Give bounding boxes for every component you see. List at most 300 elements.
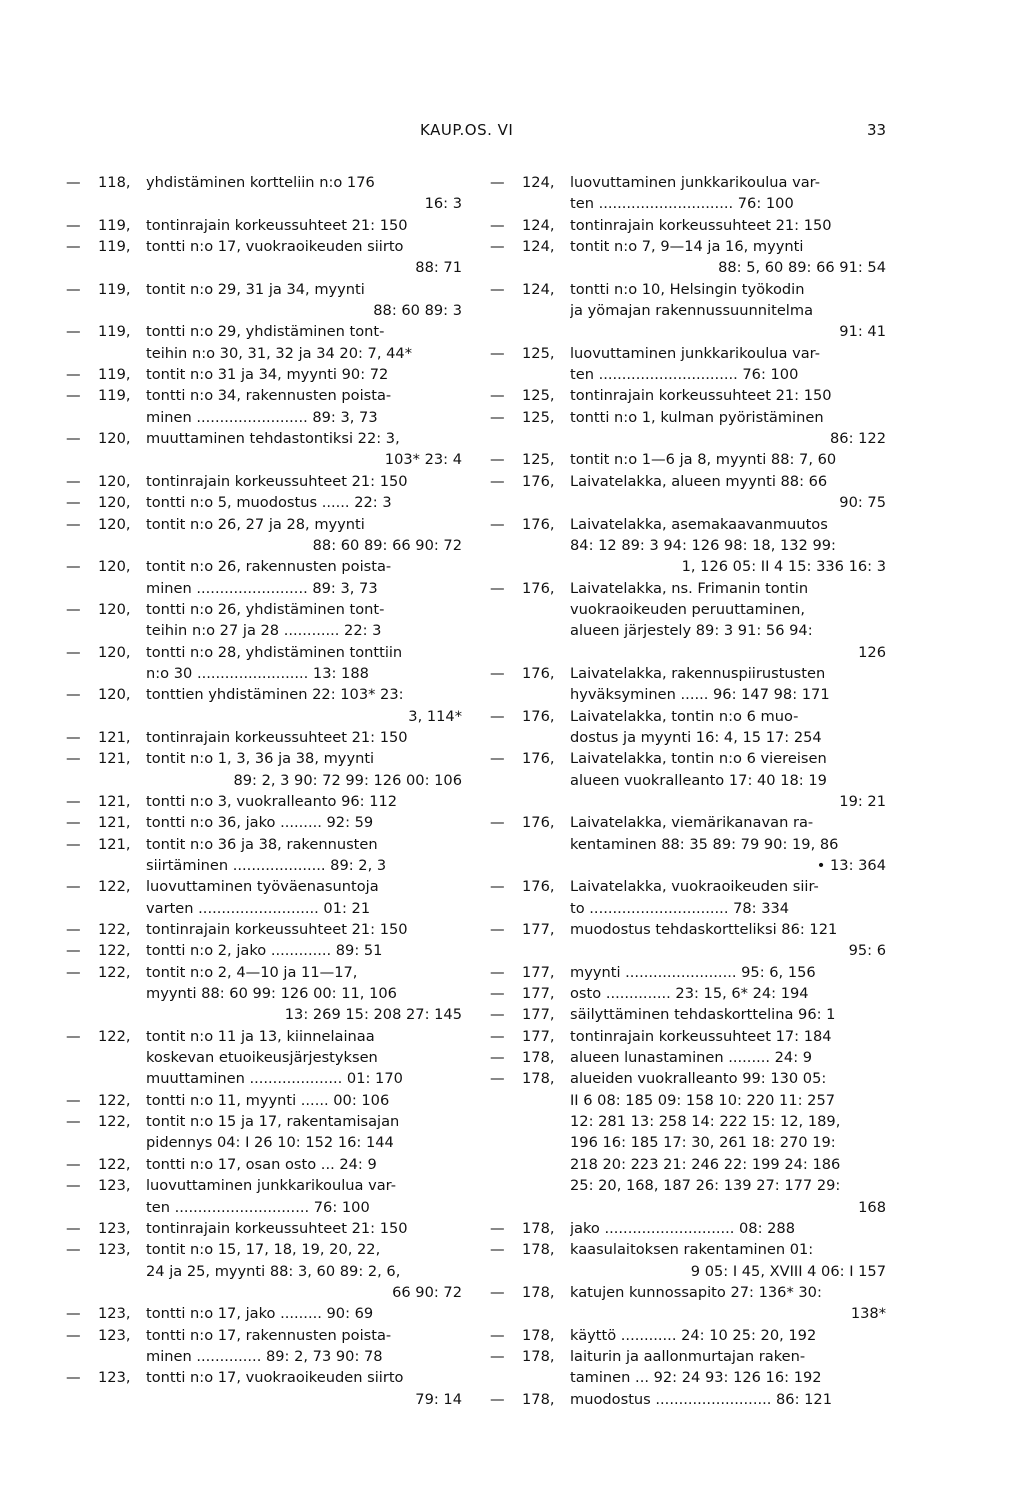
- entry-dash: —: [66, 216, 81, 234]
- entry-text-line: tontit n:o 15, 17, 18, 19, 20, 22,: [146, 1241, 381, 1259]
- entry-dash: —: [66, 515, 81, 533]
- entry-text-line: säilyttäminen tehdaskorttelina 96: 1: [570, 1006, 836, 1024]
- entry-text-line: Laivatelakka, ns. Frimanin tontin: [570, 579, 809, 597]
- entry-text-line: ten ............................. 76: 100: [570, 195, 794, 213]
- index-entry: [490, 578, 886, 663]
- entry-text-line: 19: 21: [839, 792, 886, 810]
- entry-text-line: ja yömajan rakennussuunnitelma: [570, 302, 814, 320]
- entry-dash: —: [490, 344, 505, 362]
- entry-dash: —: [490, 1347, 505, 1365]
- index-entry: [66, 812, 462, 833]
- entry-text-line: tontinrajain korkeussuhteet 21: 150: [146, 728, 408, 746]
- entry-text-line: muuttaminen .................... 01: 170: [146, 1070, 403, 1088]
- index-entry: [66, 876, 462, 919]
- entry-text-line: tontti n:o 10, Helsingin työkodin: [570, 280, 805, 298]
- index-entry: [66, 1090, 462, 1111]
- entry-text-line: 3, 114*: [408, 707, 462, 725]
- entry-text-line: 84: 12 89: 3 94: 126 98: 18, 132 99:: [570, 536, 836, 554]
- entry-number: 123,: [98, 1219, 131, 1237]
- entry-text-line: 88: 71: [415, 259, 462, 277]
- entry-dash: —: [490, 280, 505, 298]
- entry-dash: —: [66, 963, 81, 981]
- entry-dash: —: [490, 451, 505, 469]
- entry-dash: —: [66, 942, 81, 960]
- entry-dash: —: [66, 643, 81, 661]
- entry-dash: —: [490, 664, 505, 682]
- index-entry: [66, 1325, 462, 1368]
- entry-text-line: Laivatelakka, rakennuspiirustusten: [570, 664, 826, 682]
- entry-text-line: tontinrajain korkeussuhteet 21: 150: [570, 387, 832, 405]
- entry-number: 124,: [522, 280, 555, 298]
- entry-dash: —: [66, 430, 81, 448]
- index-entry: [66, 492, 462, 513]
- entry-dash: —: [490, 387, 505, 405]
- entry-text-line: taminen ... 92: 24 93: 126 16: 192: [570, 1369, 822, 1387]
- index-entry: [66, 1026, 462, 1090]
- entry-dash: —: [66, 600, 81, 618]
- entry-number: 125,: [522, 451, 555, 469]
- entry-dash: —: [66, 792, 81, 810]
- entry-text-line: 24 ja 25, myynti 88: 3, 60 89: 2, 6,: [146, 1262, 401, 1280]
- entry-number: 176,: [522, 515, 555, 533]
- index-entry: [490, 983, 886, 1004]
- index-entry: [490, 962, 886, 983]
- entry-text-line: minen ........................ 89: 3, 73: [146, 579, 378, 597]
- entry-number: 176,: [522, 707, 555, 725]
- entry-dash: —: [66, 558, 81, 576]
- entry-dash: —: [66, 1027, 81, 1045]
- entry-text-line: Laivatelakka, asemakaavanmuutos: [570, 515, 828, 533]
- index-entry: [66, 471, 462, 492]
- index-entry: [490, 812, 886, 876]
- entry-dash: —: [490, 1027, 505, 1045]
- entry-dash: —: [490, 472, 505, 490]
- entry-dash: —: [66, 1369, 81, 1387]
- index-entry: [66, 940, 462, 961]
- entry-number: 176,: [522, 750, 555, 768]
- entry-number: 123,: [98, 1326, 131, 1344]
- entry-number: 125,: [522, 387, 555, 405]
- entry-number: 122,: [98, 942, 131, 960]
- index-entry: [490, 172, 886, 215]
- entry-dash: —: [66, 472, 81, 490]
- entry-text-line: hyväksyminen ...... 96: 147 98: 171: [570, 686, 830, 704]
- entry-number: 123,: [98, 1305, 131, 1323]
- entry-number: 119,: [98, 387, 131, 405]
- entry-number: 120,: [98, 430, 131, 448]
- entry-number: 178,: [522, 1219, 555, 1237]
- index-entry: [490, 385, 886, 406]
- entry-text-line: minen ........................ 89: 3, 73: [146, 408, 378, 426]
- entry-text-line: teihin n:o 30, 31, 32 ja 34 20: 7, 44*: [146, 344, 412, 362]
- entry-text-line: 138*: [850, 1305, 886, 1323]
- entry-text-line: tontinrajain korkeussuhteet 21: 150: [570, 216, 832, 234]
- entry-number: 176,: [522, 814, 555, 832]
- entry-dash: —: [490, 985, 505, 1003]
- index-entry: [490, 1282, 886, 1325]
- entry-number: 122,: [98, 1027, 131, 1045]
- entry-text-line: laiturin ja aallonmurtajan raken-: [570, 1347, 806, 1365]
- index-entry: [66, 962, 462, 1026]
- entry-text-line: 126: [858, 643, 886, 661]
- entry-text-line: yhdistäminen kortteliin n:o 176: [146, 174, 375, 191]
- entry-text-line: tontit n:o 2, 4—10 ja 11—17,: [146, 963, 358, 981]
- index-entry: [66, 1175, 462, 1218]
- left-column: [66, 172, 462, 1410]
- entry-number: 122,: [98, 1091, 131, 1109]
- index-entry: [490, 1068, 886, 1217]
- index-entry: [66, 428, 462, 471]
- entry-text-line: 9 05: I 45, XVIII 4 06: I 157: [690, 1262, 886, 1280]
- entry-dash: —: [66, 280, 81, 298]
- entry-text-line: 79: 14: [415, 1390, 462, 1408]
- entry-dash: —: [66, 1219, 81, 1237]
- entry-number: 119,: [98, 216, 131, 234]
- entry-dash: —: [66, 750, 81, 768]
- entry-number: 119,: [98, 238, 131, 256]
- entry-text-line: alueen järjestely 89: 3 91: 56 94:: [570, 622, 813, 640]
- entry-number: 178,: [522, 1390, 555, 1408]
- entry-number: 121,: [98, 835, 131, 853]
- entry-text-line: tontinrajain korkeussuhteet 21: 150: [146, 1219, 408, 1237]
- entry-text-line: tontit n:o 11 ja 13, kiinnelainaa: [146, 1027, 375, 1045]
- index-entry: [66, 1218, 462, 1239]
- index-entry: [490, 471, 886, 514]
- entry-number: 178,: [522, 1283, 555, 1301]
- entry-text-line: muodostus tehdaskortteliksi 86: 121: [570, 921, 838, 939]
- entry-number: 178,: [522, 1347, 555, 1365]
- entry-number: 177,: [522, 1006, 555, 1024]
- index-entry: [490, 449, 886, 470]
- index-entry: [490, 279, 886, 343]
- entry-text-line: 168: [858, 1198, 886, 1216]
- entry-number: 176,: [522, 878, 555, 896]
- entry-number: 124,: [522, 238, 555, 256]
- entry-text-line: luovuttaminen junkkarikoulua var-: [570, 344, 820, 362]
- entry-dash: —: [490, 1070, 505, 1088]
- index-entry: [66, 321, 462, 364]
- entry-number: 178,: [522, 1049, 555, 1067]
- entry-text-line: varten .......................... 01: 21: [146, 899, 371, 917]
- entry-dash: —: [66, 1326, 81, 1344]
- index-entry: [66, 684, 462, 727]
- index-entry: [66, 791, 462, 812]
- entry-number: 120,: [98, 643, 131, 661]
- entry-text-line: luovuttaminen junkkarikoulua var-: [570, 174, 820, 191]
- entry-text-line: dostus ja myynti 16: 4, 15 17: 254: [570, 728, 822, 746]
- index-entry: [490, 663, 886, 706]
- entry-text-line: to .............................. 78: 334: [570, 899, 790, 917]
- entry-text-line: tontti n:o 28, yhdistäminen tonttiin: [146, 643, 403, 661]
- entry-number: 176,: [522, 664, 555, 682]
- entry-text-line: 95: 6: [848, 942, 886, 960]
- index-entry: [490, 706, 886, 749]
- entry-dash: —: [66, 1241, 81, 1259]
- entry-text-line: tontti n:o 34, rakennusten poista-: [146, 387, 392, 405]
- entry-number: 121,: [98, 750, 131, 768]
- entry-dash: —: [490, 1049, 505, 1067]
- entry-text-line: tontit n:o 31 ja 34, myynti 90: 72: [146, 366, 389, 384]
- index-entry: [66, 1239, 462, 1303]
- index-entry: [490, 1047, 886, 1068]
- entry-dash: —: [66, 814, 81, 832]
- entry-text-line: tontit n:o 1, 3, 36 ja 38, myynti: [146, 750, 375, 768]
- entry-text-line: 88: 60 89: 66 90: 72: [312, 536, 462, 554]
- entry-text-line: jako ............................ 08: 288: [570, 1219, 796, 1237]
- index-entry: [490, 1026, 886, 1047]
- entry-dash: —: [490, 174, 505, 191]
- entry-number: 120,: [98, 472, 131, 490]
- entry-text-line: kaasulaitoksen rakentaminen 01:: [570, 1241, 814, 1259]
- index-entry: [490, 1389, 886, 1410]
- entry-number: 178,: [522, 1326, 555, 1344]
- entry-dash: —: [66, 238, 81, 256]
- index-entry: [490, 1325, 886, 1346]
- entry-dash: —: [490, 408, 505, 426]
- entry-number: 120,: [98, 494, 131, 512]
- entry-text-line: tontinrajain korkeussuhteet 17: 184: [570, 1027, 832, 1045]
- entry-dash: —: [490, 814, 505, 832]
- index-entry: [66, 727, 462, 748]
- entry-text-line: koskevan etuoikeusjärjestyksen: [146, 1049, 378, 1067]
- index-entry: [66, 556, 462, 599]
- entry-dash: —: [66, 835, 81, 853]
- entry-text-line: alueen vuokralleanto 17: 40 18: 19: [570, 771, 827, 789]
- entry-number: 125,: [522, 408, 555, 426]
- entry-text-line: 86: 122: [830, 430, 886, 448]
- entry-dash: —: [490, 750, 505, 768]
- entry-text-line: n:o 30 ........................ 13: 188: [146, 664, 369, 682]
- entry-text-line: alueiden vuokralleanto 99: 130 05:: [570, 1070, 827, 1088]
- entry-number: 177,: [522, 1027, 555, 1045]
- entry-dash: —: [66, 1113, 81, 1131]
- entry-number: 120,: [98, 515, 131, 533]
- entry-text-line: 90: 75: [839, 494, 886, 512]
- index-entry: [66, 919, 462, 940]
- entry-number: 121,: [98, 814, 131, 832]
- index-entry: [66, 514, 462, 557]
- entry-text-line: luovuttaminen junkkarikoulua var-: [146, 1177, 396, 1195]
- entry-text-line: Laivatelakka, alueen myynti 88: 66: [570, 472, 828, 490]
- index-entry: [490, 215, 886, 236]
- entry-dash: —: [66, 878, 81, 896]
- entry-text-line: tontti n:o 17, rakennusten poista-: [146, 1326, 392, 1344]
- index-entry: [490, 1346, 886, 1389]
- index-entry: [490, 1218, 886, 1239]
- entry-text-line: tontit n:o 7, 9—14 ja 16, myynti: [570, 238, 804, 256]
- entry-text-line: tontti n:o 3, vuokralleanto 96: 112: [146, 792, 398, 810]
- entry-text-line: tontti n:o 26, yhdistäminen tont-: [146, 600, 385, 618]
- index-entry: [490, 236, 886, 279]
- entry-text-line: luovuttaminen työväenasuntoja: [146, 878, 379, 896]
- entry-text-line: katujen kunnossapito 27: 136* 30:: [570, 1283, 822, 1301]
- entry-number: 122,: [98, 921, 131, 939]
- entry-text-line: tontit n:o 26, 27 ja 28, myynti: [146, 515, 365, 533]
- index-entry: [66, 215, 462, 236]
- entry-text-line: tonttien yhdistäminen 22: 103* 23:: [146, 686, 404, 704]
- index-entry: [66, 834, 462, 877]
- index-entry: [66, 1367, 462, 1410]
- entry-number: 122,: [98, 878, 131, 896]
- entry-text-line: tontit n:o 1—6 ja 8, myynti 88: 7, 60: [570, 451, 837, 469]
- entry-text-line: alueen lunastaminen ......... 24: 9: [570, 1049, 813, 1067]
- entry-dash: —: [66, 1305, 81, 1323]
- entry-number: 119,: [98, 323, 131, 341]
- entry-dash: —: [490, 878, 505, 896]
- entry-text-line: 88: 60 89: 3: [373, 302, 462, 320]
- entry-text-line: tontit n:o 29, 31 ja 34, myynti: [146, 280, 365, 298]
- index-entry: [66, 236, 462, 279]
- entry-text-line: 25: 20, 168, 187 26: 139 27: 177 29:: [570, 1177, 841, 1195]
- entry-number: 122,: [98, 963, 131, 981]
- index-entry: [66, 599, 462, 642]
- entry-text-line: vuokraoikeuden peruuttaminen,: [570, 600, 805, 618]
- entry-number: 120,: [98, 686, 131, 704]
- entry-number: 122,: [98, 1155, 131, 1173]
- entry-dash: —: [490, 963, 505, 981]
- entry-text-line: tontit n:o 15 ja 17, rakentamisajan: [146, 1113, 400, 1131]
- index-entry: [490, 407, 886, 450]
- entry-text-line: 218 20: 223 21: 246 22: 199 24: 186: [570, 1155, 841, 1173]
- entry-text-line: muodostus ......................... 86: 121: [570, 1390, 832, 1408]
- entry-number: 120,: [98, 600, 131, 618]
- entry-dash: —: [66, 1091, 81, 1109]
- entry-dash: —: [66, 387, 81, 405]
- entry-text-line: minen .............. 89: 2, 73 90: 78: [146, 1347, 383, 1365]
- entry-text-line: 16: 3: [424, 195, 462, 213]
- index-entry: [490, 1004, 886, 1025]
- entry-text-line: osto .............. 23: 15, 6* 24: 194: [570, 985, 809, 1003]
- entry-text-line: tontti n:o 5, muodostus ...... 22: 3: [146, 494, 392, 512]
- entry-dash: —: [490, 921, 505, 939]
- entry-dash: —: [490, 1283, 505, 1301]
- entry-text-line: 89: 2, 3 90: 72 99: 126 00: 106: [233, 771, 462, 789]
- entry-dash: —: [66, 686, 81, 704]
- entry-number: 118,: [98, 174, 131, 191]
- entry-text-line: myynti ........................ 95: 6, 156: [570, 963, 816, 981]
- entry-text-line: 13: 269 15: 208 27: 145: [284, 1006, 462, 1024]
- entry-dash: —: [490, 1241, 505, 1259]
- entry-text-line: pidennys 04: I 26 10: 152 16: 144: [146, 1134, 394, 1152]
- entry-text-line: Laivatelakka, vuokraoikeuden siir-: [570, 878, 819, 896]
- entry-text-line: 196 16: 185 17: 30, 261 18: 270 19:: [570, 1134, 836, 1152]
- entry-text-line: teihin n:o 27 ja 28 ............ 22: 3: [146, 622, 382, 640]
- entry-text-line: tontti n:o 17, vuokraoikeuden siirto: [146, 1369, 404, 1387]
- entry-text-line: tontti n:o 17, vuokraoikeuden siirto: [146, 238, 404, 256]
- entry-dash: —: [66, 323, 81, 341]
- entry-text-line: 91: 41: [839, 323, 886, 341]
- entry-text-line: tontti n:o 17, jako ......... 90: 69: [146, 1305, 374, 1323]
- entry-number: 178,: [522, 1070, 555, 1088]
- entry-number: 178,: [522, 1241, 555, 1259]
- entry-dash: —: [66, 1177, 81, 1195]
- entry-dash: —: [490, 238, 505, 256]
- entry-text-line: muuttaminen tehdastontiksi 22: 3,: [146, 430, 400, 448]
- entry-text-line: 66 90: 72: [392, 1283, 462, 1301]
- entry-number: 123,: [98, 1241, 131, 1259]
- entry-text-line: myynti 88: 60 99: 126 00: 11, 106: [146, 985, 397, 1003]
- index-entry: [66, 364, 462, 385]
- entry-number: 176,: [522, 472, 555, 490]
- index-entry: [66, 1154, 462, 1175]
- entry-number: 121,: [98, 728, 131, 746]
- entry-text-line: tontinrajain korkeussuhteet 21: 150: [146, 216, 408, 234]
- index-entry: [490, 748, 886, 812]
- entry-text-line: • 13: 364: [816, 857, 886, 874]
- index-entry: [66, 1111, 462, 1154]
- entry-dash: —: [66, 1155, 81, 1173]
- entry-number: 177,: [522, 921, 555, 939]
- entry-text-line: ten .............................. 76: 100: [570, 366, 799, 384]
- index-entry: [490, 514, 886, 578]
- entry-text-line: ten ............................. 76: 100: [146, 1198, 370, 1216]
- entry-text-line: 88: 5, 60 89: 66 91: 54: [718, 259, 886, 277]
- entry-dash: —: [490, 515, 505, 533]
- index-entry: [490, 343, 886, 386]
- entry-dash: —: [490, 1326, 505, 1344]
- running-header: KAUP.OS. VI: [420, 121, 514, 139]
- entry-dash: —: [490, 579, 505, 597]
- entry-dash: —: [66, 494, 81, 512]
- entry-text-line: tontinrajain korkeussuhteet 21: 150: [146, 921, 408, 939]
- entry-number: 120,: [98, 558, 131, 576]
- entry-dash: —: [66, 921, 81, 939]
- entry-text-line: kentaminen 88: 35 89: 79 90: 19, 86: [570, 835, 839, 853]
- index-entry: [490, 876, 886, 919]
- entry-number: 176,: [522, 579, 555, 597]
- entry-text-line: 1, 126 05: II 4 15: 336 16: 3: [681, 558, 886, 576]
- entry-text-line: siirtäminen .................... 89: 2, 3: [146, 857, 387, 874]
- entry-text-line: käyttö ............ 24: 10 25: 20, 192: [570, 1326, 817, 1344]
- index-entry: [66, 385, 462, 428]
- entry-text-line: tontti n:o 1, kulman pyöristäminen: [570, 408, 824, 426]
- entry-number: 177,: [522, 963, 555, 981]
- index-entry: [490, 1239, 886, 1282]
- entry-number: 124,: [522, 216, 555, 234]
- entry-dash: —: [490, 1219, 505, 1237]
- entry-dash: —: [490, 707, 505, 725]
- entry-dash: —: [490, 1390, 505, 1408]
- entry-number: 177,: [522, 985, 555, 1003]
- right-column: [490, 172, 886, 1410]
- entry-number: 124,: [522, 174, 555, 191]
- entry-text-line: tontti n:o 36, jako ......... 92: 59: [146, 814, 374, 832]
- entry-dash: —: [66, 366, 81, 384]
- entry-number: 121,: [98, 792, 131, 810]
- entry-dash: —: [66, 174, 81, 191]
- entry-text-line: Laivatelakka, tontin n:o 6 muo-: [570, 707, 799, 725]
- entry-dash: —: [490, 216, 505, 234]
- entry-number: 119,: [98, 366, 131, 384]
- entry-text-line: Laivatelakka, viemärikanavan ra-: [570, 814, 814, 832]
- page-number: 33: [867, 121, 887, 139]
- entry-text-line: II 6 08: 185 09: 158 10: 220 11: 257: [570, 1091, 836, 1109]
- entry-dash: —: [66, 728, 81, 746]
- entry-text-line: Laivatelakka, tontin n:o 6 viereisen: [570, 750, 827, 768]
- entry-text-line: tontti n:o 11, myynti ...... 00: 106: [146, 1091, 390, 1109]
- entry-text-line: tontit n:o 36 ja 38, rakennusten: [146, 835, 378, 853]
- index-entry: [490, 919, 886, 962]
- entry-dash: —: [490, 1006, 505, 1024]
- entry-number: 123,: [98, 1177, 131, 1195]
- entry-text-line: 12: 281 13: 258 14: 222 15: 12, 189,: [570, 1113, 841, 1131]
- entry-number: 119,: [98, 280, 131, 298]
- index-entry: [66, 279, 462, 322]
- entry-text-line: tontti n:o 29, yhdistäminen tont-: [146, 323, 385, 341]
- index-entry: [66, 642, 462, 685]
- index-entry: [66, 172, 462, 215]
- entry-text-line: 103* 23: 4: [384, 451, 462, 469]
